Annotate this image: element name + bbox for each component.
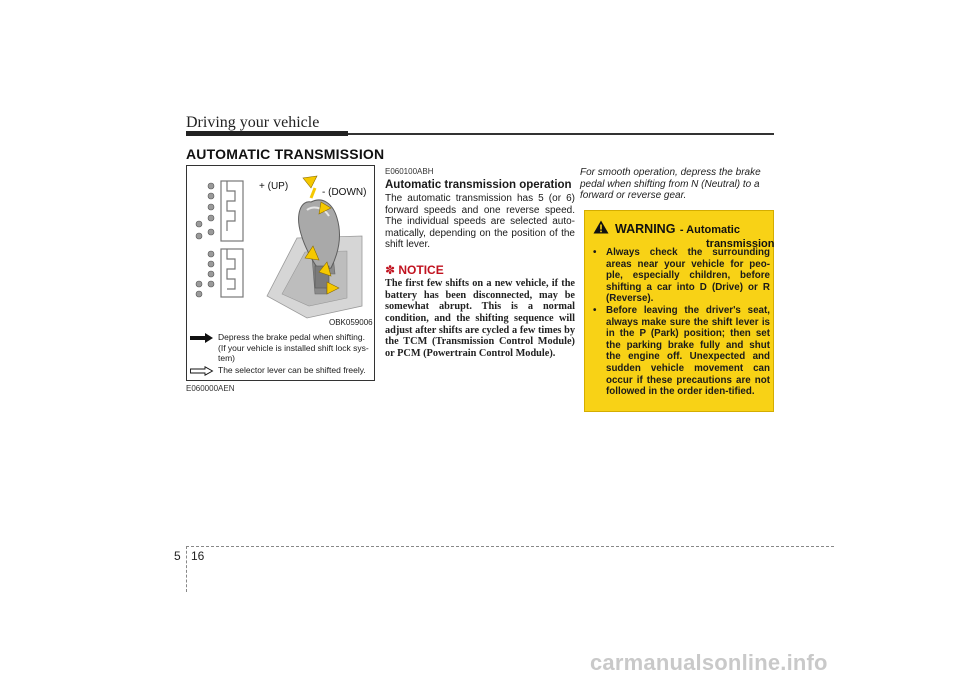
smooth-operation-note: For smooth operation, depress the brake pedal when shifting from N (Neutral) to a forward or reverse gear. (580, 167, 761, 202)
warning-item: • Before leaving the driver's seat, always make sure the shift lever is in the P (Park) position; then set the parking brake fully and shut the engine off. Unexpected and sudden vehicle movement can occur if these precautions are not followed in the order iden-tified. (593, 304, 770, 398)
section-code: E060100ABH (385, 167, 434, 176)
legend-text-shift-lock: Depress the brake pedal when shifting. (If your vehicle is installed shift lock sys-tem) (218, 332, 369, 363)
figure-code: OBK059006 (329, 318, 373, 327)
header-rule-thick (186, 131, 348, 136)
middle-column (385, 167, 575, 360)
filled-arrow-icon (190, 333, 214, 343)
warning-item-text: Always check the surrounding areas near your vehicle for peo-ple, especially children, before shifting a car into D (Drive) or R (Reverse). (606, 247, 770, 305)
warning-triangle-icon (593, 220, 609, 234)
warning-subject-line2: transmission (706, 238, 775, 250)
figure-section-code: E060000AEN (186, 384, 235, 393)
warning-subject-line1: - Automatic (679, 224, 740, 236)
footer-divider (186, 546, 187, 592)
legend-item-shift-lock (189, 332, 374, 364)
section-title: AUTOMATIC TRANSMISSION (186, 146, 385, 162)
shift-pattern-diagram-bottom (196, 249, 243, 297)
warning-word: WARNING (615, 222, 676, 236)
warning-heading (615, 220, 775, 250)
header-rule-thin (348, 133, 774, 135)
body-paragraph: The automatic transmission has 5 (or 6) forward speeds and one reverse speed. The individual speeds are selected auto-matically, depending on the position of the shift lever. (385, 193, 575, 251)
watermark: carmanualsonline.info (590, 650, 828, 675)
warning-box (584, 210, 774, 412)
notice-heading: ✽ NOTICE (385, 262, 444, 277)
notice-paragraph: The first few shifts on a new vehicle, if the battery has been disconnected, may be somewhat abrupt. This is a normal condition, and the shifting sequence will adjust after shifts are cycled a few times by the TCM (Transmission Control Module) or PCM (Powertrain Control Module). (385, 277, 575, 360)
legend-text-free-shift: The selector lever can be shifted freely. (218, 364, 366, 375)
chapter-number: 5 (174, 549, 181, 563)
subsection-title: Automatic transmission operation (385, 179, 572, 191)
warning-item-text: Before leaving the driver's seat, always make sure the shift lever is in the P (Park) position; then set the parking brake fully and shut the engine off. Unexpected and sudden vehicle movement can occur if these precautions are not followed in the order iden-tified. (606, 304, 770, 398)
warning-list (592, 247, 770, 398)
outline-arrow-icon (190, 366, 214, 376)
footer-rule (186, 546, 834, 547)
legend-item-free-shift (189, 365, 374, 376)
label-down: - (DOWN) (322, 187, 367, 198)
label-up: + (UP) (259, 181, 289, 192)
warning-item: • Always check the surrounding areas near your vehicle for peo-ple, especially children, before shifting a car into D (Drive) or R (Reverse). (593, 247, 770, 305)
shift-lever-figure (186, 165, 375, 381)
page-number: 16 (191, 549, 205, 563)
figure-legend (189, 332, 374, 376)
shift-pattern-diagram-top (196, 181, 243, 241)
page-header-title: Driving your vehicle (186, 114, 320, 131)
